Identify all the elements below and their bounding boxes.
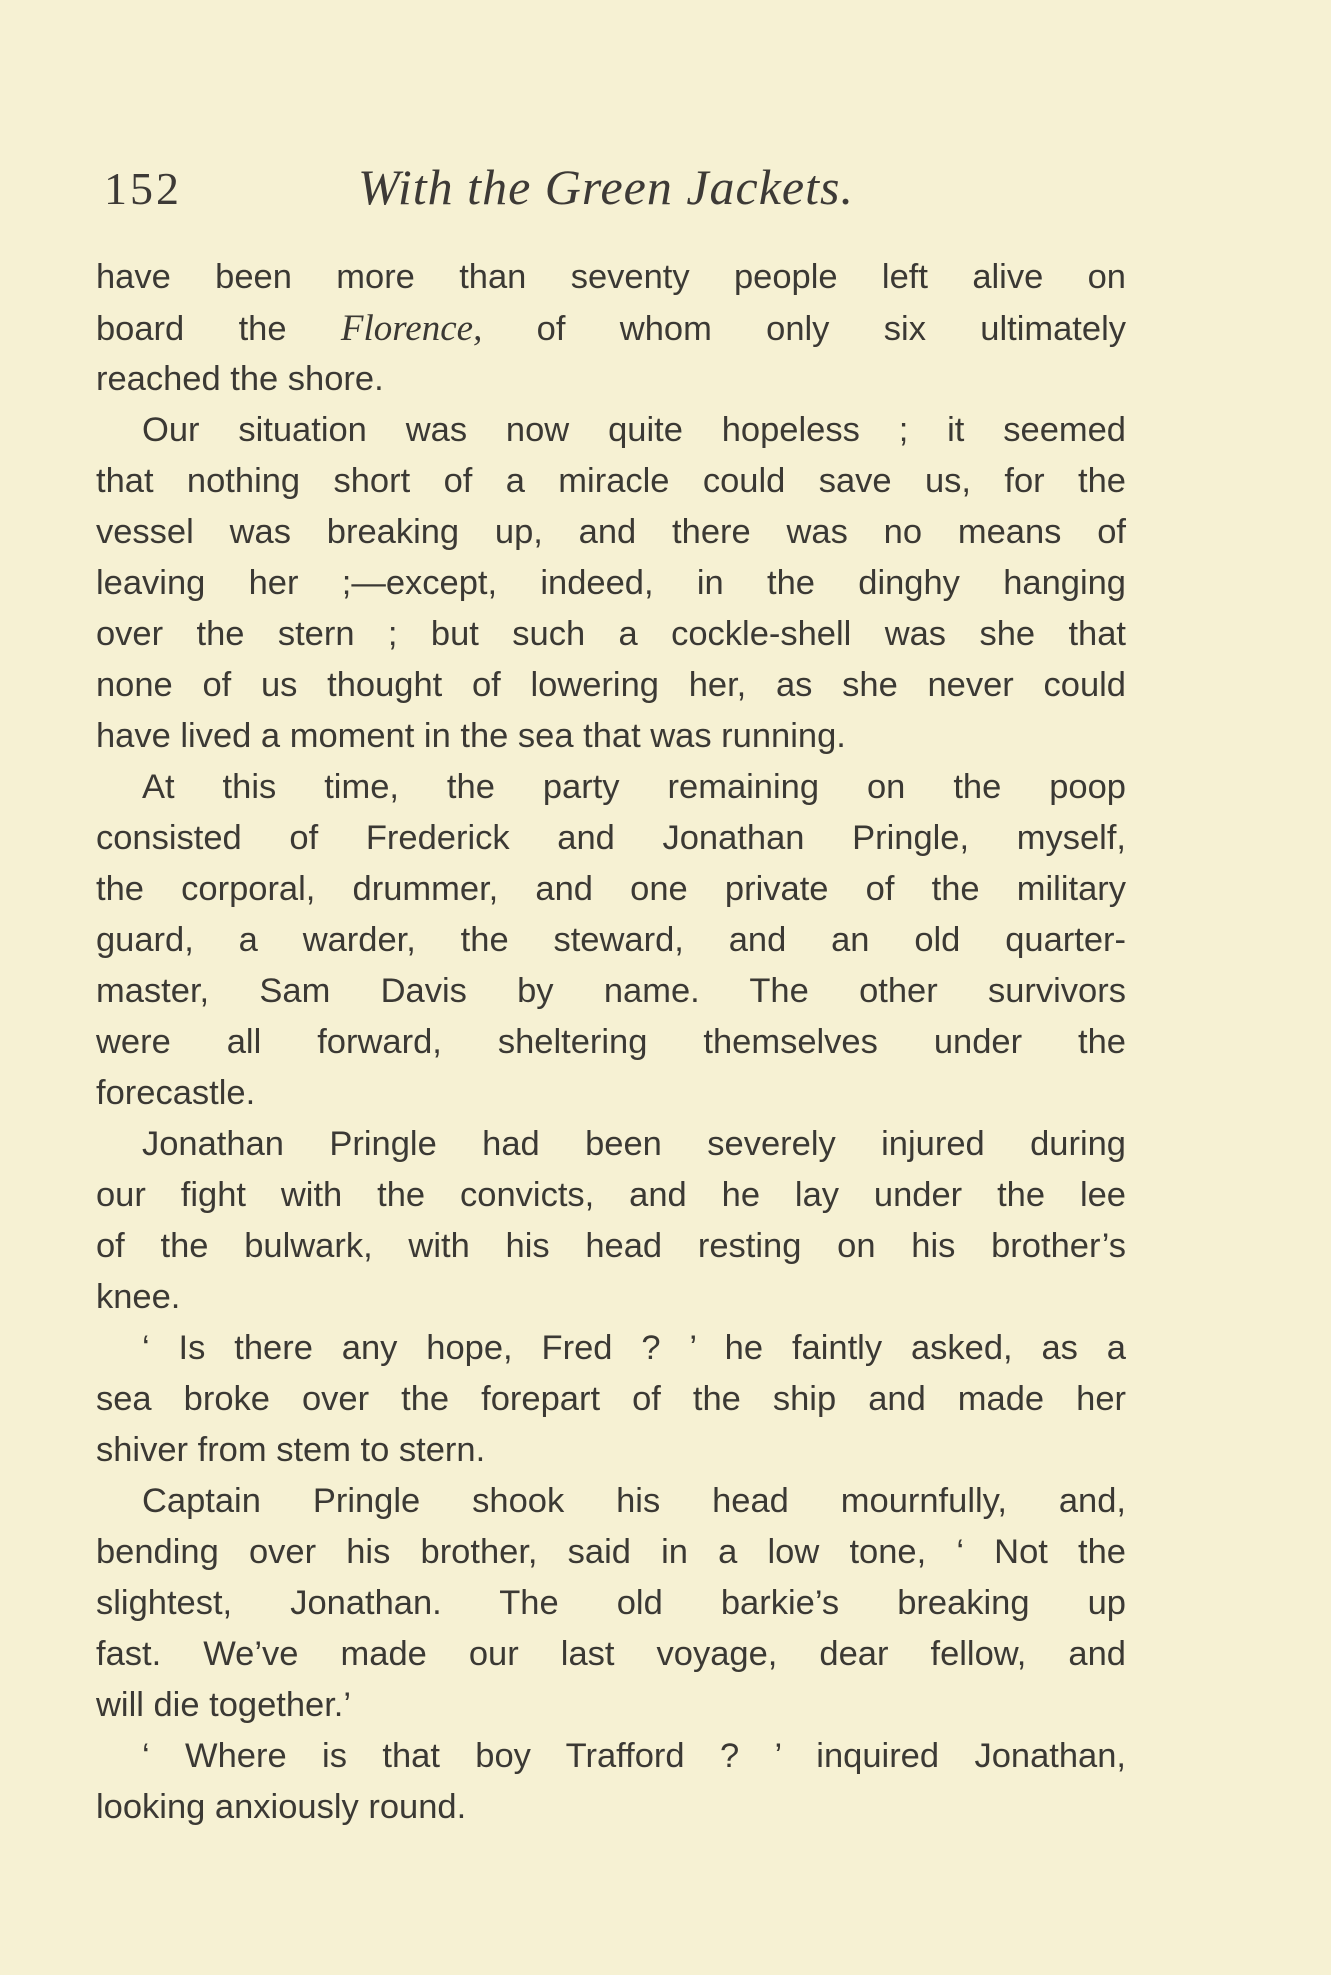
paragraph <box>96 1323 1126 1476</box>
text-line: have been more than seventy people left alive on <box>96 258 1126 296</box>
text-line: knee. <box>96 1278 181 1316</box>
text-line: Captain Pringle shook his head mournfully, and, <box>142 1482 1126 1520</box>
page-number: 152 <box>104 163 182 214</box>
text-line: that nothing short of a miracle could save us, for the <box>96 462 1126 500</box>
text-line: shiver from stem to stern. <box>96 1431 486 1469</box>
text-line: none of us thought of lowering her, as she never could <box>96 666 1126 704</box>
text-line: reached the shore. <box>96 360 384 398</box>
text-line: leaving her ;—except, indeed, in the dinghy hanging <box>96 564 1126 602</box>
line-segment: board the <box>96 310 341 348</box>
text-line: over the stern ; but such a cockle-shell was she that <box>96 615 1126 653</box>
paragraph <box>96 252 1126 405</box>
line-segment: of whom only six ultimately <box>482 310 1126 348</box>
text-line: vessel was breaking up, and there was no means of <box>96 513 1126 551</box>
body-text <box>96 252 1126 1833</box>
text-line: have lived a moment in the sea that was running. <box>96 717 846 755</box>
paragraph <box>96 1476 1126 1731</box>
paragraph <box>96 1119 1126 1323</box>
running-head <box>100 158 1130 218</box>
text-line: guard, a warder, the steward, and an old quarter- <box>96 921 1126 959</box>
text-line: bending over his brother, said in a low tone, ‘ Not the <box>96 1533 1126 1571</box>
text-line: our fight with the convicts, and he lay under the lee <box>96 1176 1126 1214</box>
text-line: Our situation was now quite hopeless ; it seemed <box>142 411 1126 449</box>
text-line: consisted of Frederick and Jonathan Pringle, myself, <box>96 819 1126 857</box>
text-line: At this time, the party remaining on the poop <box>142 768 1126 806</box>
text-line: forecastle. <box>96 1074 256 1112</box>
text-line: ‘ Where is that boy Trafford ? ’ inquired Jonathan, <box>142 1737 1126 1775</box>
text-line: of the bulwark, with his head resting on his brother’s <box>96 1227 1126 1265</box>
text-line: sea broke over the forepart of the ship and made her <box>96 1380 1126 1418</box>
text-line: ‘ Is there any hope, Fred ? ’ he faintly asked, as a <box>142 1329 1126 1367</box>
text-line: slightest, Jonathan. The old barkie’s breaking up <box>96 1584 1126 1622</box>
text-line: looking anxiously round. <box>96 1788 467 1826</box>
running-title: With the Green Jackets. <box>358 159 854 215</box>
italic-ship-name: Florence, <box>340 308 483 349</box>
paragraph <box>96 405 1126 762</box>
paragraph <box>96 762 1126 1119</box>
text-line: master, Sam Davis by name. The other survivors <box>96 972 1126 1010</box>
text-line: fast. We’ve made our last voyage, dear fellow, and <box>96 1635 1126 1673</box>
text-line: were all forward, sheltering themselves under the <box>96 1023 1126 1061</box>
text-line <box>96 303 1126 354</box>
text-line: will die together.’ <box>96 1686 352 1724</box>
text-line: Jonathan Pringle had been severely injured during <box>142 1125 1126 1163</box>
paragraph <box>96 1731 1126 1833</box>
text-line: the corporal, drummer, and one private of the military <box>96 870 1126 908</box>
